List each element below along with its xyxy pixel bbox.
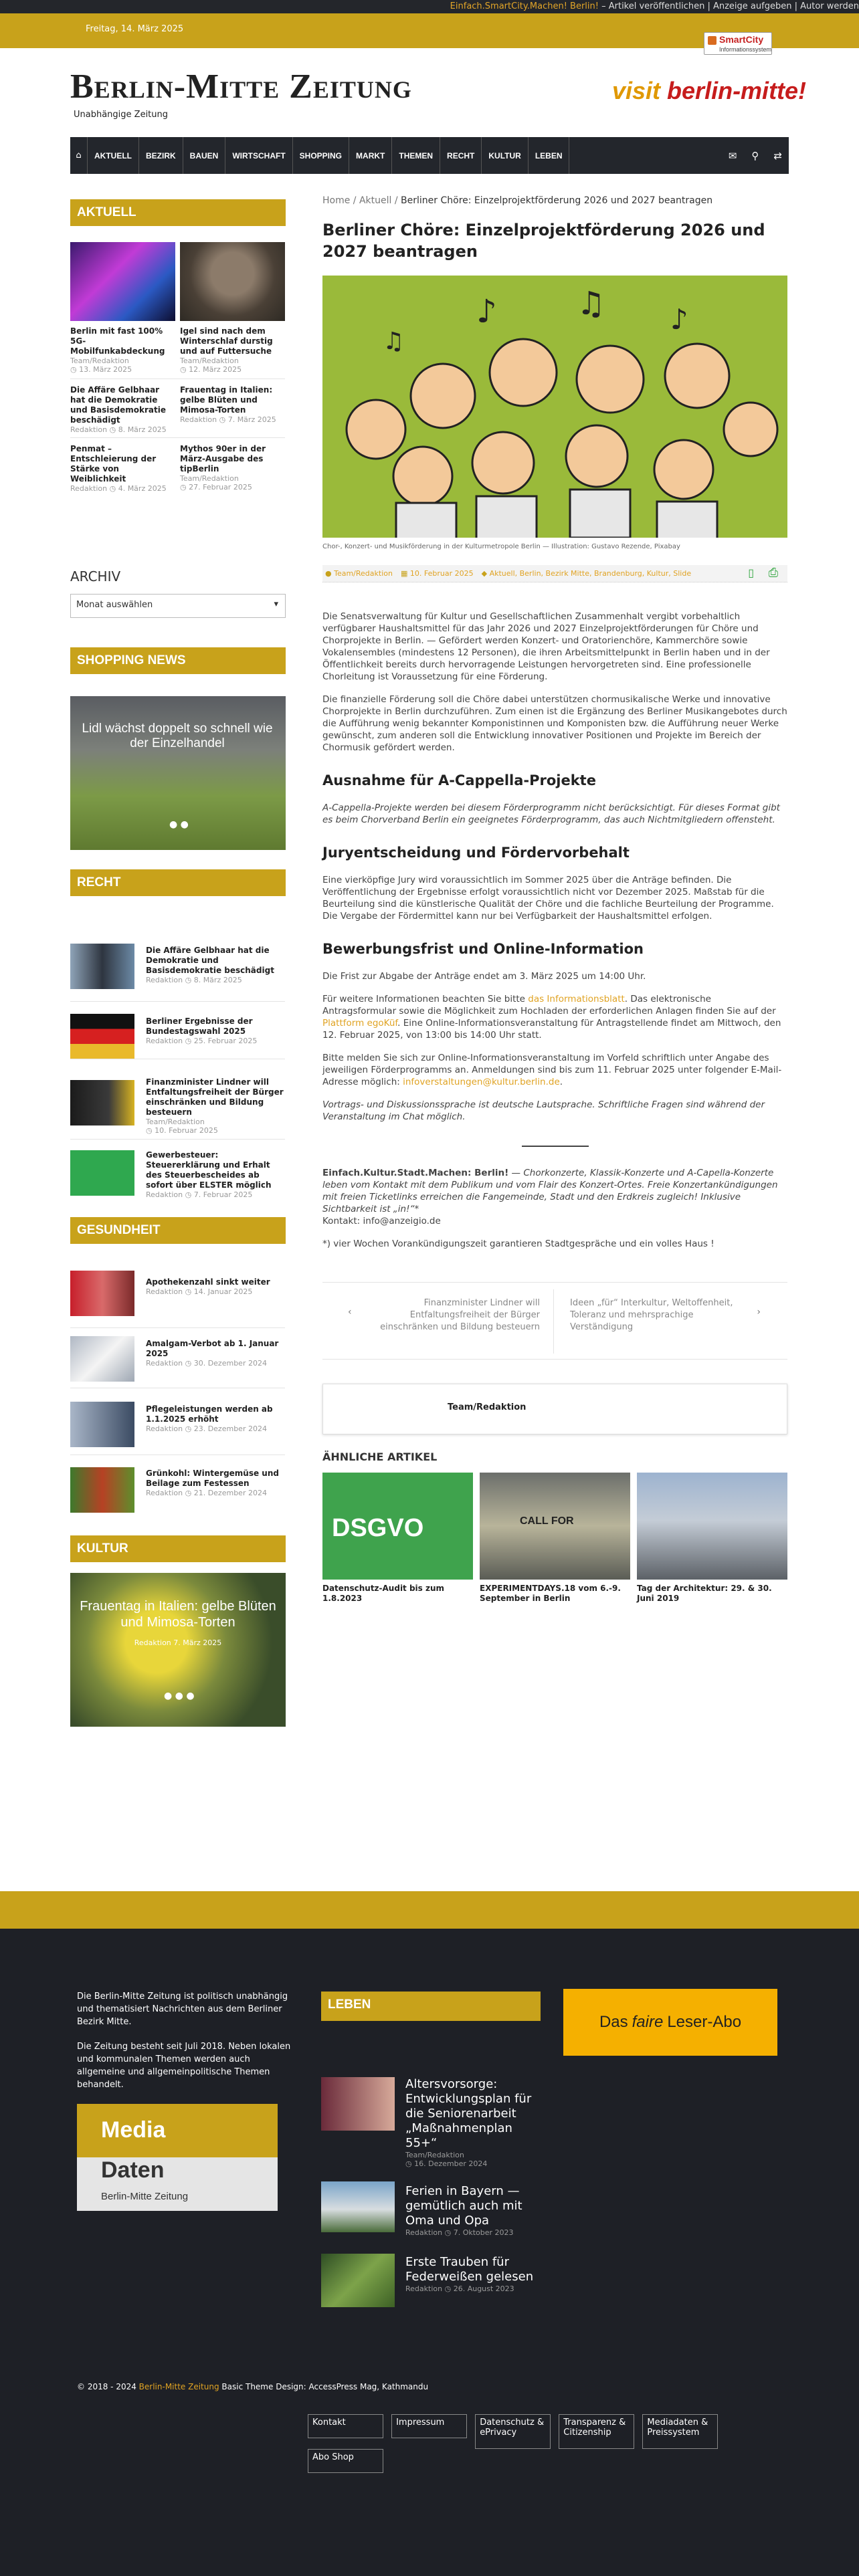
gesundheit-item-1[interactable]: Apothekenzahl sinkt weiter Redaktion ◷ 14. Januar 2025 bbox=[146, 1277, 270, 1296]
thumb-igel-image[interactable] bbox=[180, 242, 285, 321]
kultur-slide-meta: Redaktion 7. März 2025 bbox=[134, 1638, 222, 1647]
breadcrumb-home[interactable]: Home bbox=[322, 195, 351, 206]
email-link[interactable]: infoverstaltungen@kultur.berlin.de bbox=[403, 1077, 560, 1087]
current-date: Freitag, 14. März 2025 bbox=[86, 24, 184, 34]
smartcity-logo-title: SmartCity bbox=[719, 34, 764, 45]
footer-about bbox=[77, 1990, 292, 2091]
related-articles bbox=[322, 1473, 787, 1603]
top-ticker-bar bbox=[0, 0, 859, 13]
sidebar-gesundheit bbox=[70, 1217, 286, 1551]
footer-link-mediadaten[interactable]: Mediadaten & Preissystem bbox=[642, 2414, 718, 2449]
related-thumb-2[interactable]: CALL FOR bbox=[480, 1473, 630, 1580]
nav-leben[interactable]: LEBEN bbox=[529, 137, 570, 174]
slider-dots[interactable]: ● ● bbox=[169, 819, 189, 830]
leser-abo-banner[interactable]: Das faire Leser-Abo bbox=[563, 1989, 777, 2056]
clock-icon: ◷ bbox=[109, 484, 118, 493]
nav-themen[interactable]: THEMEN bbox=[392, 137, 440, 174]
aktuell-item-date: ◷ 27. Februar 2025 bbox=[180, 483, 252, 492]
archiv-month-select[interactable]: Monat auswählen ▾ bbox=[70, 594, 286, 618]
footer-leben-title: LEBEN bbox=[321, 1992, 541, 2021]
chevron-right-icon[interactable]: › bbox=[757, 1307, 761, 1317]
footer-leben bbox=[321, 1992, 541, 2342]
aktuell-item-title[interactable]: Mythos 90er in der März-Ausgabe des tipBerlin bbox=[180, 444, 266, 473]
leben-item-3[interactable]: Erste Trauben für Federweißen gelesen Redaktion ◷ 26. August 2023 bbox=[405, 2255, 534, 2293]
shopping-title: SHOPPING NEWS bbox=[70, 647, 286, 674]
clock-icon: ◷ bbox=[146, 1126, 155, 1135]
user-icon: ● bbox=[325, 569, 335, 578]
leben-item-2[interactable]: Ferien in Bayern — gemütlich auch mit Oma und Opa Redaktion ◷ 7. Oktober 2023 bbox=[405, 2184, 522, 2237]
recht-item-1[interactable]: Die Affäre Gelbhaar hat die Demokratie und Basisdemokratie beschädigt Redaktion ◷ 8. März 2025 bbox=[146, 946, 274, 984]
contact-line: Kontakt: info@anzeigio.de bbox=[322, 1216, 441, 1226]
recht-item-3[interactable]: Finanzminister Lindner will Entfaltungsfreiheit der Bürger einschränken und Bildung besteuern Team/Redaktion ◷ 10. Februar 2025 bbox=[146, 1077, 284, 1135]
mediadaten-label-1: Media bbox=[101, 2117, 166, 2143]
clock-icon: ◷ bbox=[109, 425, 118, 434]
print-icon[interactable]: ⎙ bbox=[768, 566, 778, 580]
gesundheit-item-4[interactable]: Grünkohl: Wintergemüse und Beilage zum Festessen Redaktion ◷ 21. Dezember 2024 bbox=[146, 1469, 279, 1497]
mediadaten-logo[interactable] bbox=[77, 2104, 278, 2157]
visit-ad-prefix: visit bbox=[612, 77, 668, 104]
footer-about-1: Die Berlin-Mitte Zeitung ist politisch unabhängig und thematisiert Nachrichten aus dem Berliner Bezirk Mitte. bbox=[77, 1992, 288, 2027]
footer-links bbox=[308, 2414, 803, 2473]
aktuell-item-date: ◷ 13. März 2025 bbox=[70, 365, 132, 374]
footer-link-aboshop[interactable]: Abo Shop bbox=[308, 2449, 383, 2473]
shopping-slider[interactable] bbox=[70, 696, 286, 850]
smartcity-logo[interactable] bbox=[704, 32, 772, 55]
aktuell-item-title[interactable]: Frauentag in Italien: gelbe Blüten und Mimosa-Torten bbox=[180, 385, 273, 415]
article-paragraph: Die Vergabe der Fördermittel kann nur bei Verfügbarkeit der Haushaltsmittel erfolgen. bbox=[322, 911, 712, 922]
recht-item-4[interactable]: Gewerbesteuer: Steuererklärung und Erhalt des Steuerbescheides ab sofort über ELSTER möglich Redaktion ◷ 7. Februar 2025 bbox=[146, 1150, 272, 1199]
shuffle-icon[interactable]: ⇄ bbox=[773, 149, 782, 162]
aktuell-item-title[interactable]: Penmat – Entschleierung der Stärke von Weiblichkeit bbox=[70, 444, 157, 484]
meta-author[interactable]: Team/Redaktion bbox=[334, 569, 393, 578]
related-item-3[interactable] bbox=[637, 1473, 787, 1604]
visit-berlin-ad[interactable] bbox=[612, 77, 806, 105]
footer-link-datenschutz[interactable]: Datenschutz & ePrivacy bbox=[475, 2414, 551, 2449]
aktuell-item-author: Team/Redaktion bbox=[70, 356, 129, 365]
related-item-title[interactable]: EXPERIMENTDAYS.18 vom 6.-9. September in Berlin bbox=[480, 1584, 621, 1603]
aktuell-item-author: Team/Redaktion bbox=[180, 474, 239, 483]
smartcity-icon bbox=[708, 36, 717, 45]
related-item-title[interactable]: Tag der Architektur: 29. & 30. Juni 2019 bbox=[637, 1584, 772, 1603]
next-post-link[interactable]: Ideen „für“ Interkultur, Weltoffenheit, Toleranz und mehrsprachige Verständigung bbox=[570, 1298, 733, 1332]
home-icon[interactable]: ⌂ bbox=[70, 137, 88, 174]
smartcity-logo-sub: Informationssystem bbox=[719, 46, 772, 53]
divider bbox=[522, 1146, 589, 1147]
clock-icon: ◷ bbox=[444, 2284, 454, 2293]
chevron-down-icon: ▾ bbox=[274, 599, 278, 609]
leben-item-1[interactable]: Altersvorsorge: Entwicklungsplan für die Seniorenarbeit „Maßnahmenplan 55+“ Team/Redaktion ◷ 16. Dezember 2024 bbox=[405, 2077, 532, 2168]
aktuell-item-author: Team/Redaktion bbox=[180, 356, 239, 365]
footer-link-impressum[interactable]: Impressum bbox=[391, 2414, 467, 2438]
mobile-icon[interactable]: ▯ bbox=[748, 566, 754, 579]
article-paragraph: Die Senatsverwaltung für Kultur und Gesellschaftlichen Zusammenhalt vergibt vorbehaltlich verfügbarer Haushaltsmittel für das Jahr 2026 und 2027 Einzelprojektförderungen für Chöre und Chorprojekte in Berlin. — Gefördert werden Konzert- und Oratorienchöre, Kammerchöre sowie Vokalensembles (mindestens 12 Personen), die ihren Arbeitsmittelpunkt in Berlin haben und in der Öffentlichkeit bereits durch hervorragende Leistungen hervorgetreten sind. Eine professionelle Chorleitung ist Voraussetzung für eine Förderung. bbox=[322, 611, 770, 682]
chevron-left-icon[interactable]: ‹ bbox=[348, 1307, 352, 1317]
clock-icon: ◷ bbox=[185, 1037, 194, 1045]
sidebar-shopping bbox=[70, 647, 286, 850]
post-navigation bbox=[322, 1282, 787, 1360]
gesundheit-thumb-3[interactable] bbox=[70, 1402, 134, 1447]
recht-thumb-2[interactable] bbox=[70, 1014, 134, 1059]
egokuef-link[interactable]: Plattform egoKüf bbox=[322, 1018, 398, 1029]
aktuell-item-5[interactable] bbox=[70, 444, 171, 493]
clock-icon: ◷ bbox=[444, 2228, 454, 2237]
site-tagline: Unabhängige Zeitung bbox=[74, 110, 169, 120]
recht-thumb-1[interactable] bbox=[70, 944, 134, 989]
ticker-highlight[interactable]: Einfach.SmartCity.Machen! Berlin! bbox=[450, 1, 599, 11]
choir-illustration bbox=[322, 276, 787, 538]
related-item-1[interactable] bbox=[322, 1473, 473, 1604]
aktuell-item-1[interactable] bbox=[70, 326, 171, 374]
footer-about-2: Die Zeitung besteht seit Juli 2018. Neben lokalen und kommunalen Themen werden auch allgemeine und allgemeinpolitische Themen behandelt. bbox=[77, 2042, 291, 2090]
aktuell-item-3[interactable] bbox=[70, 385, 171, 434]
nav-shopping[interactable]: SHOPPING bbox=[293, 137, 349, 174]
section-heading: Juryentscheidung und Fördervorbehalt bbox=[322, 845, 630, 861]
prev-post-link[interactable]: Finanzminister Lindner will Entfaltungsfreiheit der Bürger einschränken und Bildung besteuern bbox=[380, 1298, 540, 1332]
svg-text:♫: ♫ bbox=[383, 328, 405, 355]
shopping-slide-title[interactable]: Lidl wächst doppelt so schnell wie der Einzelhandel bbox=[82, 722, 273, 750]
gesundheit-item-2[interactable]: Amalgam-Verbot ab 1. Januar 2025 Redaktion ◷ 30. Dezember 2024 bbox=[146, 1339, 279, 1368]
ticker-links[interactable]: – Artikel veröffentlichen | Anzeige aufgeben | Autor werden bbox=[598, 1, 859, 11]
aktuell-item-title[interactable]: Die Affäre Gelbhaar hat die Demokratie und Basisdemokratie beschädigt bbox=[70, 385, 166, 425]
article-paragraph: Vortrags- und Diskussionssprache ist deutsche Lautsprache. Schriftliche Fragen sind während der Veranstaltung im Chat möglich. bbox=[322, 1099, 765, 1122]
aktuell-item-date: ◷ 12. März 2025 bbox=[180, 365, 242, 374]
aktuell-item-6[interactable] bbox=[180, 444, 285, 492]
clock-icon: ◷ bbox=[405, 2159, 415, 2168]
promo-paragraph: Einfach.Kultur.Stadt.Machen: Berlin! — Chorkonzerte, Klassik-Konzerte und A-Capella-Konzerte leben vom Kontakt mit dem Publikum und vom Flair des Konzert-Ortes. Freie Konzertankündigungen mit freien Ticketlinks erreichen die Fangemeinde, Stadt und den Erdkreis zugleich! Inklusive Sichtbarkeit ist „in!“* bbox=[322, 1168, 778, 1214]
main-nav bbox=[70, 137, 789, 174]
recht-thumb-4[interactable] bbox=[70, 1150, 134, 1196]
article-paragraph: A-Cappella-Projekte werden bei diesem Förderprogramm nicht berücksichtigt. Für dieses Format gibt es beim Chorverband Berlin ein geeignetes Förderprogramm, das auch Nichtmitgliedern offensteht. bbox=[322, 802, 780, 825]
nav-aktuell[interactable]: AKTUELL bbox=[88, 137, 139, 174]
breadcrumb: Home / Aktuell / Berliner Chöre: Einzelprojektförderung 2026 und 2027 beantragen bbox=[322, 195, 713, 206]
recht-thumb-3[interactable] bbox=[70, 1080, 134, 1125]
clock-icon: ◷ bbox=[180, 483, 189, 492]
related-thumb-1[interactable]: DSGVO bbox=[322, 1473, 473, 1580]
article-paragraph: Bitte melden Sie sich zur Online-Informationsveranstaltung im Vorfeld schriftlich unter Angabe des jeweiligen Förderprogramms an. Anmeldungen sind bis zum 11. Februar 2025 unter folgender E-Mail-Adresse möglich: infoverstaltungen@kultur.berlin.de. bbox=[322, 1053, 782, 1087]
info-sheet-link[interactable]: das Informationsblatt bbox=[528, 994, 625, 1004]
aktuell-item-date: Redaktion ◷ 8. März 2025 bbox=[70, 425, 167, 434]
article-body bbox=[322, 611, 787, 1250]
sidebar-recht bbox=[70, 869, 286, 1197]
tag-icon: ◆ bbox=[481, 569, 490, 578]
image-caption: Chor-, Konzert- und Musikförderung in der Kulturmetropole Berlin — Illustration: Gustavo Rezende, Pixabay bbox=[322, 543, 680, 550]
meta-tags[interactable]: Aktuell, Berlin, Bezirk Mitte, Brandenburg, Kultur, Slide bbox=[489, 569, 692, 578]
copyright-site-link[interactable]: Berlin-Mitte Zeitung bbox=[138, 2382, 219, 2391]
mail-icon[interactable]: ✉ bbox=[728, 149, 737, 162]
mediadaten-label-2: Daten bbox=[101, 2157, 165, 2183]
meta-date[interactable]: 10. Februar 2025 bbox=[409, 569, 474, 578]
copyright: © 2018 - 2024 Berlin-Mitte Zeitung Basic Theme Design: AccessPress Mag, Kathmandu bbox=[77, 2382, 429, 2391]
thumb-5g-image[interactable] bbox=[70, 242, 175, 321]
section-heading: Bewerbungsfrist und Online-Information bbox=[322, 941, 644, 957]
mediadaten-label-3: Berlin-Mitte Zeitung bbox=[101, 2191, 189, 2202]
article-main bbox=[322, 195, 787, 1603]
nav-recht[interactable]: RECHT bbox=[440, 137, 482, 174]
clock-icon: ◷ bbox=[185, 1359, 194, 1368]
nav-wirtschaft[interactable]: WIRTSCHAFT bbox=[225, 137, 292, 174]
clock-icon: ◷ bbox=[185, 976, 194, 984]
nav-bezirk[interactable]: BEZIRK bbox=[139, 137, 183, 174]
sidebar-aktuell-title: AKTUELL bbox=[70, 199, 286, 226]
footer-link-transparenz[interactable]: Transparenz & Citizenship bbox=[559, 2414, 634, 2449]
mediadaten-logo-lower[interactable] bbox=[77, 2157, 278, 2211]
gesundheit-thumb-4[interactable] bbox=[70, 1467, 134, 1513]
breadcrumb-current: Berliner Chöre: Einzelprojektförderung 2026 und 2027 beantragen bbox=[401, 195, 713, 206]
visit-ad-brand: berlin-mitte! bbox=[667, 77, 807, 104]
kultur-slide-title[interactable]: Frauentag in Italien: gelbe Blüten und Mimosa-Torten bbox=[80, 1599, 276, 1630]
aktuell-item-4[interactable] bbox=[180, 385, 285, 424]
search-icon[interactable]: ⚲ bbox=[751, 149, 759, 162]
clock-icon: ◷ bbox=[185, 1489, 194, 1497]
kultur-title: KULTUR bbox=[70, 1535, 286, 1562]
article-paragraph: Für weitere Informationen beachten Sie bitte das Informationsblatt. Das elektronische Antragsformular sowie die Möglichkeit zum Hochladen der erforderlichen Anlagen finden Sie auf der Plattform egoKüf. Eine Online-Informationsveranstaltung für Antragstellende findet am Mittwoch, den 12. Februar 2025, von 13:00 bis 14:00 Uhr statt. bbox=[322, 994, 781, 1041]
recht-title: RECHT bbox=[70, 869, 286, 896]
sidebar-kultur bbox=[70, 1535, 286, 1727]
article-meta bbox=[322, 565, 787, 582]
svg-text:♪: ♪ bbox=[476, 293, 497, 330]
aktuell-item-title[interactable]: Berlin mit fast 100% 5G-Mobilfunkabdeckung bbox=[70, 326, 165, 356]
aktuell-item-title[interactable]: Igel sind nach dem Winterschlaf durstig und auf Futtersuche bbox=[180, 326, 273, 356]
aktuell-item-2[interactable] bbox=[180, 326, 285, 374]
related-title: ÄHNLICHE ARTIKEL bbox=[322, 1451, 438, 1463]
gesundheit-thumb-2[interactable] bbox=[70, 1336, 134, 1382]
clock-icon: ◷ bbox=[219, 415, 228, 424]
svg-text:♫: ♫ bbox=[577, 285, 606, 322]
leben-thumb-1[interactable] bbox=[321, 2077, 395, 2131]
gesundheit-thumb-1[interactable] bbox=[70, 1271, 134, 1316]
nav-kultur[interactable]: KULTUR bbox=[482, 137, 528, 174]
gesundheit-item-3[interactable]: Pflegeleistungen werden ab 1.1.2025 erhöht Redaktion ◷ 23. Dezember 2024 bbox=[146, 1404, 273, 1433]
site-title[interactable]: Berlin-Mitte Zeitung bbox=[70, 68, 412, 106]
slider-dots[interactable]: ● ● ● bbox=[164, 1691, 195, 1701]
article-title: Berliner Chöre: Einzelprojektförderung 2026 und 2027 beantragen bbox=[322, 221, 765, 261]
calendar-icon: ▦ bbox=[400, 569, 410, 578]
related-item-title[interactable]: Datenschutz-Audit bis zum 1.8.2023 bbox=[322, 1584, 445, 1603]
section-heading: Ausnahme für A-Cappella-Projekte bbox=[322, 772, 596, 788]
gesundheit-title: GESUNDHEIT bbox=[70, 1217, 286, 1244]
sidebar-aktuell bbox=[70, 199, 286, 601]
author-box[interactable]: Team/Redaktion bbox=[322, 1384, 787, 1434]
footer-top-band bbox=[0, 1891, 859, 1929]
leben-thumb-2[interactable] bbox=[321, 2181, 395, 2232]
nav-markt[interactable]: MARKT bbox=[349, 137, 392, 174]
article-paragraph: Die Frist zur Abgabe der Anträge endet am 3. März 2025 um 14:00 Uhr. bbox=[322, 971, 646, 982]
leben-thumb-3[interactable] bbox=[321, 2254, 395, 2307]
footer-link-kontakt[interactable]: Kontakt bbox=[308, 2414, 383, 2438]
date-band bbox=[0, 13, 859, 53]
article-hero-image[interactable] bbox=[322, 276, 787, 538]
clock-icon: ◷ bbox=[185, 1190, 194, 1199]
clock-icon: ◷ bbox=[70, 365, 80, 374]
nav-bauen[interactable]: BAUEN bbox=[183, 137, 226, 174]
aktuell-item-date: Redaktion ◷ 7. März 2025 bbox=[180, 415, 276, 424]
related-thumb-3[interactable] bbox=[637, 1473, 787, 1580]
archiv-title: ARCHIV bbox=[70, 568, 121, 584]
sidebar-archiv bbox=[70, 568, 286, 618]
clock-icon: ◷ bbox=[185, 1287, 194, 1296]
recht-item-2[interactable]: Berliner Ergebnisse der Bundestagswahl 2025 Redaktion ◷ 25. Februar 2025 bbox=[146, 1016, 258, 1045]
related-item-2[interactable] bbox=[480, 1473, 630, 1604]
aktuell-item-date: Redaktion ◷ 4. März 2025 bbox=[70, 484, 167, 493]
svg-text:♪: ♪ bbox=[670, 303, 688, 336]
clock-icon: ◷ bbox=[185, 1424, 194, 1433]
clock-icon: ◷ bbox=[180, 365, 189, 374]
article-paragraph: Die finanzielle Förderung soll die Chöre dabei unterstützen chormusikalische Werke und innovative Chorprojekte in Berlin durchzuführen. Zum einen ist die Ergänzung des Berliner Musikangebotes durch die Aufführung wenig bekannter Komponistinnen und Komponisten bzw. die Aufführung neuer Werke gewünscht, zum anderen soll die Entwicklung innovativer Positionen und Projekte im Bereich der Chormusik gefördert werden. bbox=[322, 694, 787, 753]
footer bbox=[0, 1891, 859, 2576]
footnote: *) vier Wochen Vorankündigungszeit garantieren Stadtgespräche und ein volles Haus ! bbox=[322, 1239, 714, 1249]
breadcrumb-aktuell[interactable]: Aktuell bbox=[359, 195, 392, 206]
article-paragraph: Eine vierköpfige Jury wird voraussichtlich im Sommer 2025 über die Anträge befinden. Die Veröffentlichung der Ergebnisse erfolgt voraussichtlich nicht vor Dezember 2025. Maßstab für die Beurteilung sind die künstlerische Qualität der Chöre und die fachliche Beurteilung der Programme. bbox=[322, 875, 774, 909]
kultur-slider[interactable] bbox=[70, 1573, 286, 1727]
